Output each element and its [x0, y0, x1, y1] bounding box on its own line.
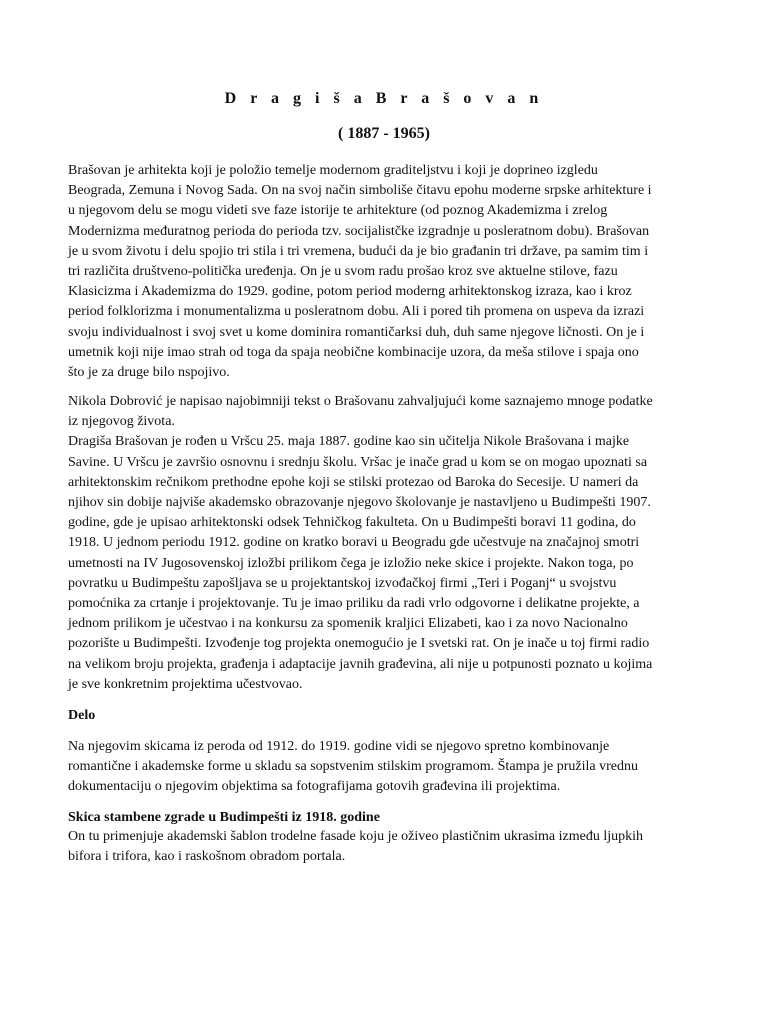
- text-line: godine, gde je upisao arhitektonski odsek Tehničkog fakulteta. On u Budimpešti boravi 11 godina, do: [68, 515, 636, 531]
- text-line: On tu primenjuje akademski šablon trodelne fasade koju je oživeo plastičnim ukrasima između ljupkih: [68, 829, 644, 844]
- text-line: tri različita društveno-politička uređenja. On je u svom radu prošao kroz sve aktuelne stilove, fazu: [68, 264, 618, 280]
- text-line: Nikola Dobrović je napisao najobimniji tekst o Brašovanu zahvaljujući kome saznajemo mnoge podatke: [68, 394, 653, 409]
- text-line: dokumentaciju o njegovim objektima sa fotografijama gotovih građevina ili projektima.: [68, 779, 561, 795]
- text-line: Brašovan je arhitekta koji je položio temelje modernom graditeljstvu i koji je doprineo izgledu: [68, 163, 598, 178]
- text-line: Klasicizma i Akademizma do 1929. godine, potom period moderng arhitektonskog izraza, kao i kroz: [68, 284, 632, 300]
- paragraph-delo: [68, 737, 708, 798]
- paragraph-skica: [68, 827, 708, 867]
- text-line: umetnosti na IV Jugosovenskoj izložbi prilikom čega je izložio neke skice i projekte. Nakon toga, po: [68, 555, 634, 571]
- paragraph-biography: [68, 392, 708, 695]
- text-line: Beograda, Zemuna i Novog Sada. On na svoj način simboliše čitavu epohu moderne srpske arhitekture i: [68, 183, 652, 199]
- text-line: Modernizma međuratnog perioda do perioda tzv. socijalistčke izgradnje u posleratnom dobu). Brašovan: [68, 223, 650, 239]
- section-heading-delo: Delo: [68, 708, 96, 723]
- text-line: romantične i akademske forme u skladu sa sopstvenim stilskim programom. Štampa je pružila vrednu: [68, 759, 638, 775]
- text-line: je u svom životu i delu spojio tri stila i tri vremena, budući da je bio građanin tri države, pa samim tim i: [68, 243, 649, 259]
- text-line: Savine. U Vršcu je završio osnovnu i srednju školu. Vršac je inače grad u kom se on mogao upoznati sa: [68, 454, 648, 470]
- text-line: jednom prilikom je učestvao i na konkursu za spomenik kraljici Elizabeti, kao i za novo Nacionalno: [68, 616, 628, 632]
- text-line: pomoćnika za crtanje i projektovanje. Tu je imao priliku da radi vrlo odgovorne i delikatne projekte, a: [68, 596, 640, 612]
- text-line: period folklorizma i monumentalizma u posleratnom dobu. Ali i pored tih promena on uspeva da izrazi: [68, 304, 645, 320]
- text-line: na velikom broju projekta, građenja i adaptacije javnih građevina, ali nije u potpunosti poznato u kojima: [68, 656, 653, 672]
- text-line: pozorište u Budimpešti. Izvođenje tog projekta onemogućio je I svetski rat. On je inače u toj firmi radio: [68, 636, 650, 652]
- text-line: 1918. U jednom periodu 1912. godine on kratko boravi u Beogradu gde učestvuje na značajnoj smotri: [68, 535, 640, 551]
- text-line: je sve konkretnim projektima učestvovao.: [68, 676, 303, 692]
- section-heading-skica: Skica stambene zgrade u Budimpešti iz 1918. godine: [68, 810, 380, 825]
- document-subtitle: ( 1887 - 1965): [338, 125, 430, 142]
- text-line: bifora i trifora, kao i raskošnom obradom portala.: [68, 849, 346, 865]
- document-title: D r a g i š a B r a š o v a n: [224, 90, 544, 107]
- text-line: umetnik koji nije imao strah od toga da spaja neobične kombinacije uzora, da meša stilove i spaja ono: [68, 344, 639, 360]
- text-line: svoju individualnost i svoj svet u kome dominira romantičarksi duh, duh same njegove ličnosti. On je i: [68, 324, 645, 340]
- text-line: arhitektonskim rečnikom prethodne epohe koji se stilski protezao od Baroka do Secesije. U nameri da: [68, 474, 639, 490]
- text-line: Na njegovim skicama iz peroda od 1912. do 1919. godine vidi se njegovo spretno kombinovanje: [68, 739, 610, 754]
- paragraph-intro: [68, 161, 708, 383]
- text-line: povratku u Budimpeštu zapošljava se u projektantskoj izvođačkoj firmi „Teri i Poganj“ u svojstvu: [68, 575, 617, 591]
- text-line: Dragiša Brašovan je rođen u Vršcu 25. maja 1887. godine kao sin učitelja Nikole Brašovana i majke: [68, 434, 630, 450]
- text-line: iz njegovog života.: [68, 414, 175, 430]
- text-line: u njegovom delu se mogu videti sve faze istorije te arhitekture (od poznog Akademizma i zrelog: [68, 203, 608, 219]
- text-line: njihov sin dobije najviše akademsko obrazovanje njegovo školovanje je nastavljeno u Budimpešti 1907.: [68, 495, 651, 511]
- text-line: što je za druge bilo nspojivo.: [68, 365, 230, 381]
